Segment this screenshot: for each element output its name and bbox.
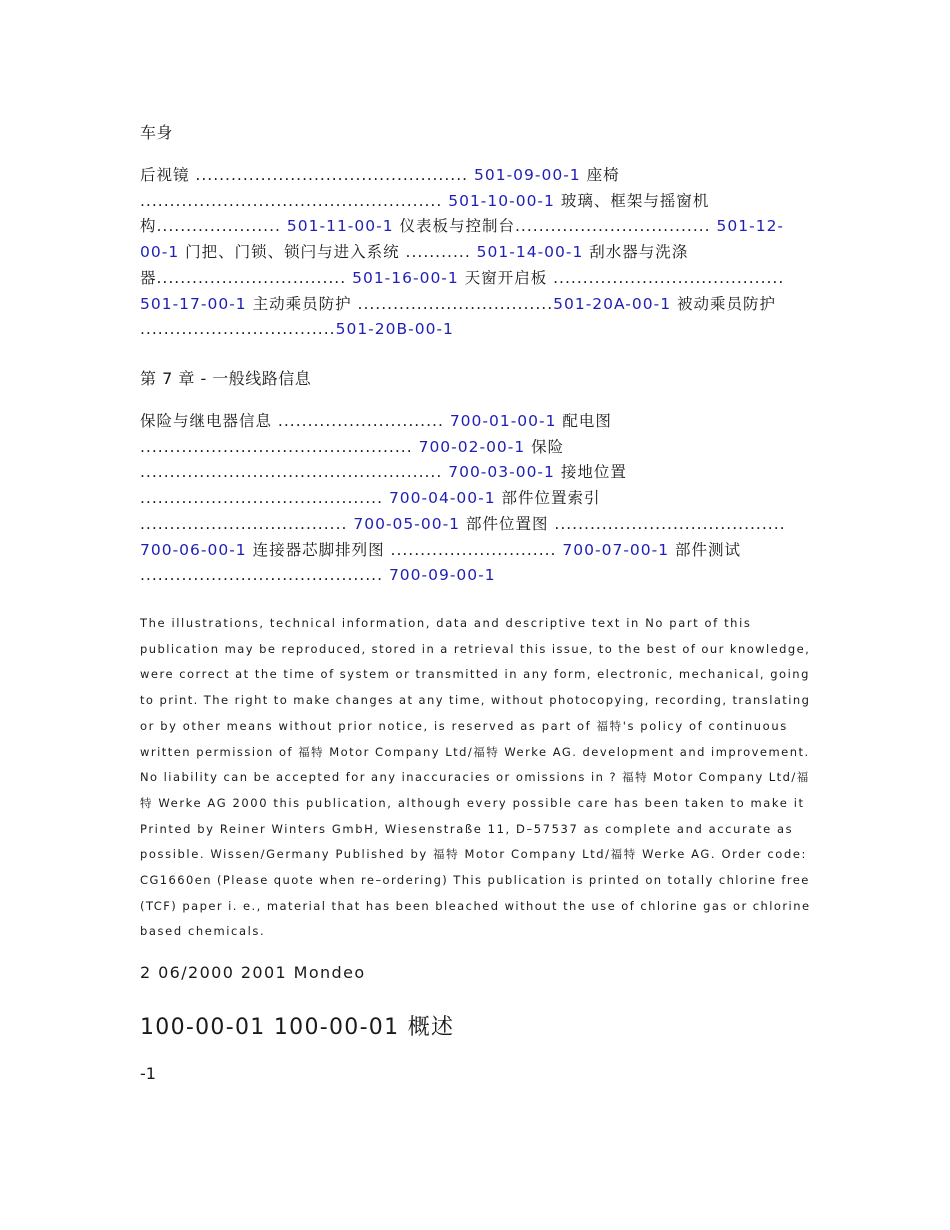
toc-text: .............................................. xyxy=(140,437,419,456)
toc-text: 后视镜 .............................................. xyxy=(140,166,474,184)
page-reference-link[interactable]: 501-17-00-1 xyxy=(140,294,247,313)
page-reference-link[interactable]: 00-1 xyxy=(140,243,180,262)
toc-text: 刮水器与洗涤 xyxy=(583,243,689,262)
toc-text: 座椅 xyxy=(580,166,620,184)
toc-text: 配电图 xyxy=(556,412,612,430)
toc-text: 器................................ xyxy=(140,268,353,287)
toc-text: 部件位置图 ....................................... xyxy=(460,514,786,533)
page-reference-link[interactable]: 501-11-00-1 xyxy=(286,217,394,236)
toc-text: ......................................... xyxy=(140,566,389,585)
page-reference-link[interactable]: 700-01-00-1 xyxy=(449,412,557,430)
page-reference-link[interactable]: 501-20A-00-1 xyxy=(553,294,672,313)
footer-line: 2 06/2000 2001 Mondeo xyxy=(140,963,366,982)
toc-line xyxy=(140,294,776,314)
toc-line xyxy=(140,319,454,339)
section-heading-body: 车身 xyxy=(140,123,174,142)
page-reference-link[interactable]: 700-03-00-1 xyxy=(448,463,555,482)
page-reference-link[interactable]: 700-09-00-1 xyxy=(388,566,496,585)
page-reference-link[interactable]: 700-06-00-1 xyxy=(140,540,247,559)
disclaimer-line: The illustrations, technical information, data and descriptive text in No part of this xyxy=(140,616,752,630)
page-reference-link[interactable]: 501-09-00-1 xyxy=(474,166,581,184)
disclaimer-line: were correct at the time of system or transmitted in any form, electronic, mechanical, going xyxy=(140,667,810,682)
disclaimer-line: CG1660en (Please quote when re–ordering) This publication is printed on totally chlorine free xyxy=(140,873,810,887)
toc-text: 构..................... xyxy=(140,217,287,236)
toc-line xyxy=(140,540,741,560)
disclaimer-line: Printed by Reiner Winters GmbH, Wiesenstraße 11, D–57537 as complete and accurate as xyxy=(140,821,794,836)
page-reference-link[interactable]: 501-16-00-1 xyxy=(352,268,459,287)
toc-line xyxy=(140,216,784,236)
page-number: -1 xyxy=(140,1064,156,1083)
section-title: 100-00-01 100-00-01 概述 xyxy=(140,1015,455,1040)
toc-line xyxy=(140,165,620,185)
toc-text: 接地位置 xyxy=(554,463,627,482)
disclaimer-line: (TCF) paper i. e., material that has been bleached without the use of chlorine gas or chlorine xyxy=(140,898,811,913)
page-reference-link[interactable]: 700-04-00-1 xyxy=(388,489,496,508)
toc-text: ......................................... xyxy=(140,489,389,508)
toc-text: 被动乘员防护 xyxy=(671,294,776,313)
toc-line xyxy=(140,191,709,211)
toc-line xyxy=(140,514,786,534)
toc-text: 保险与继电器信息 ............................ xyxy=(140,412,450,430)
section-heading-chapter-7: 第 7 章 - 一般线路信息 xyxy=(140,369,312,388)
disclaimer-line: possible. Wissen/Germany Published by 福特 Motor Company Ltd/福特 Werke AG. Order code: xyxy=(140,847,807,862)
disclaimer-line: 特 Werke AG 2000 this publication, although every possible care has been taken to make it xyxy=(140,795,805,810)
toc-text: 连接器芯脚排列图 ............................ xyxy=(246,540,563,559)
toc-line xyxy=(140,488,601,508)
toc-line xyxy=(140,462,627,482)
disclaimer-line: publication may be reproduced, stored in a retrieval this issue, to the best of our knowledge, xyxy=(140,641,811,656)
toc-line xyxy=(140,411,612,431)
toc-text: ................................... xyxy=(140,514,354,533)
toc-text: ................................. xyxy=(140,320,336,339)
page-reference-link[interactable]: 501-10-00-1 xyxy=(448,191,555,210)
toc-line xyxy=(140,437,564,457)
toc-line xyxy=(140,565,496,585)
page-reference-link[interactable]: 700-02-00-1 xyxy=(418,437,526,456)
page-reference-link[interactable]: 700-07-00-1 xyxy=(562,540,670,559)
toc-text: ................................................... xyxy=(140,191,449,210)
toc-line xyxy=(140,242,688,262)
page-reference-link[interactable]: 700-05-00-1 xyxy=(353,514,461,533)
toc-text: 部件位置索引 xyxy=(495,489,601,508)
toc-line xyxy=(140,268,784,288)
toc-text: 门把、门锁、锁闩与进入系统 ........... xyxy=(179,243,477,262)
disclaimer-line: based chemicals. xyxy=(140,924,266,939)
page-reference-link[interactable]: 501-14-00-1 xyxy=(476,243,584,262)
disclaimer-line: to print. The right to make changes at any time, without photocopying, recording, translating xyxy=(140,693,811,708)
disclaimer-line: or by other means without prior notice, is reserved as part of 福特's policy of continuous xyxy=(140,718,788,733)
toc-text: 仪表板与控制台................................. xyxy=(393,217,717,236)
page-reference-link[interactable]: 501-20B-00-1 xyxy=(335,320,454,339)
toc-text: 主动乘员防护 ................................. xyxy=(246,294,554,313)
toc-text: 玻璃、框架与摇窗机 xyxy=(554,191,710,210)
toc-text: 保险 xyxy=(525,437,565,456)
toc-text: ................................................... xyxy=(140,463,449,482)
page-reference-link[interactable]: 501-12- xyxy=(716,217,785,236)
disclaimer-line: No liability can be accepted for any inaccuracies or omissions in ? 福特 Motor Company Ltd/福 xyxy=(140,770,810,785)
toc-text: 部件测试 xyxy=(669,540,742,559)
disclaimer-line: written permission of 福特 Motor Company Ltd/福特 Werke AG. development and improvement. xyxy=(140,744,810,759)
toc-text: 天窗开启板 ....................................... xyxy=(458,268,785,287)
